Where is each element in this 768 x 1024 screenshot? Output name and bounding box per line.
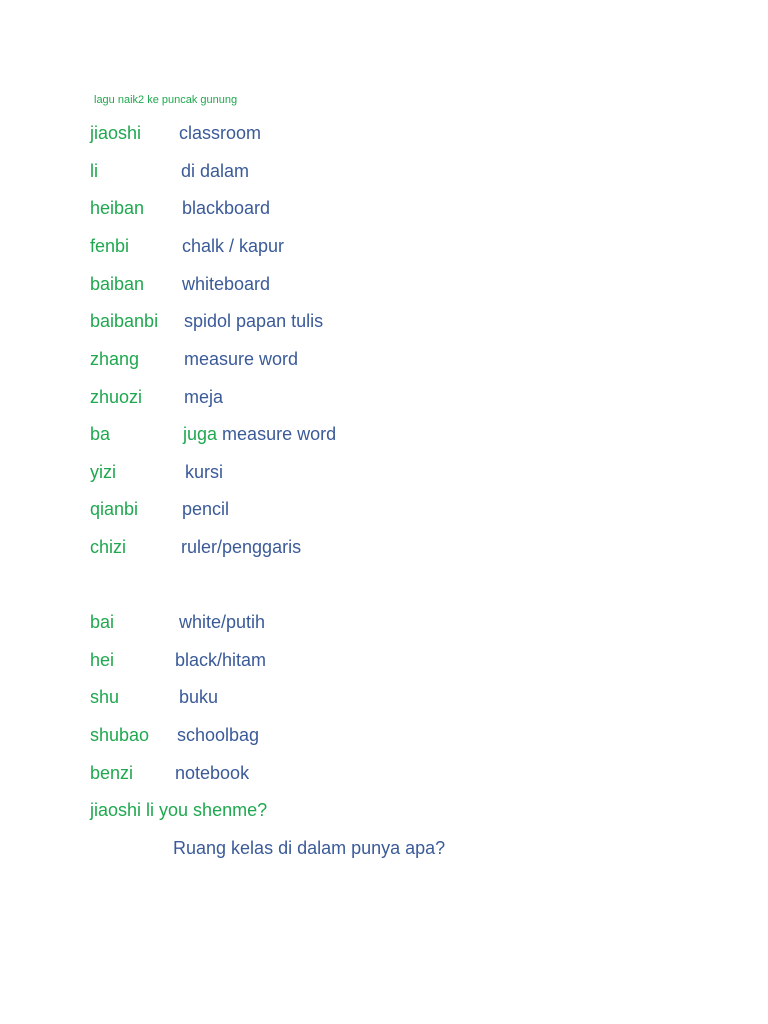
vocab-meaning: black/hitam [175,650,267,670]
vocab-row [0,424,768,450]
vocab-term: benzi [90,763,134,783]
vocab-row [0,462,768,488]
vocab-meaning: chalk / kapur [182,236,285,256]
vocab-meaning: white/putih [179,612,266,632]
vocab-term: hei [90,650,115,670]
vocab-row [0,236,768,262]
vocab-term: chizi [90,537,127,557]
vocab-meaning: di dalam [181,161,250,181]
vocab-meaning: meja [184,387,224,407]
vocab-row [0,311,768,337]
vocab-term: ba [90,424,111,444]
vocab-meaning: measure word [184,349,299,369]
vocab-row [0,161,768,187]
vocab-row [0,349,768,375]
vocab-term: baibanbi [90,311,159,331]
vocab-row [0,537,768,563]
vocab-row [0,387,768,413]
vocab-meaning: pencil [182,499,230,519]
vocab-meaning: kursi [185,462,224,482]
vocab-row [0,612,768,638]
vocab-term: li [90,161,98,181]
vocab-meaning: blackboard [182,198,271,218]
header-note: lagu naik2 ke puncak gunung [94,94,238,106]
vocab-meaning: measure word [222,424,337,444]
vocab-meaning-group [183,424,336,445]
question-text: jiaoshi li you shenme? [90,800,268,820]
vocab-row [0,274,768,300]
vocab-row [0,725,768,751]
vocab-row [0,499,768,525]
vocab-meaning: buku [179,687,219,707]
vocab-term: qianbi [90,499,139,519]
vocab-meaning: ruler/penggaris [181,537,302,557]
vocab-meaning: whiteboard [182,274,271,294]
vocab-meaning: classroom [179,123,262,143]
vocab-row [0,123,768,149]
vocab-meaning-prefix: juga [183,424,218,444]
vocab-term: shu [90,687,120,707]
vocab-term: zhuozi [90,387,143,407]
vocab-term: shubao [90,725,150,745]
vocab-term: jiaoshi [90,123,142,143]
vocab-term: zhang [90,349,140,369]
vocab-term: baiban [90,274,145,294]
vocab-term: yizi [90,462,116,482]
vocab-term: fenbi [90,236,130,256]
vocab-row [0,650,768,676]
vocab-term: heiban [90,198,145,218]
vocab-row [0,198,768,224]
answer-text: Ruang kelas di dalam punya apa? [173,838,446,858]
vocab-term: bai [90,612,115,632]
vocab-meaning: notebook [175,763,250,783]
vocab-meaning: spidol papan tulis [184,311,324,331]
vocab-meaning: schoolbag [177,725,260,745]
vocab-row [0,763,768,789]
vocab-row [0,687,768,713]
